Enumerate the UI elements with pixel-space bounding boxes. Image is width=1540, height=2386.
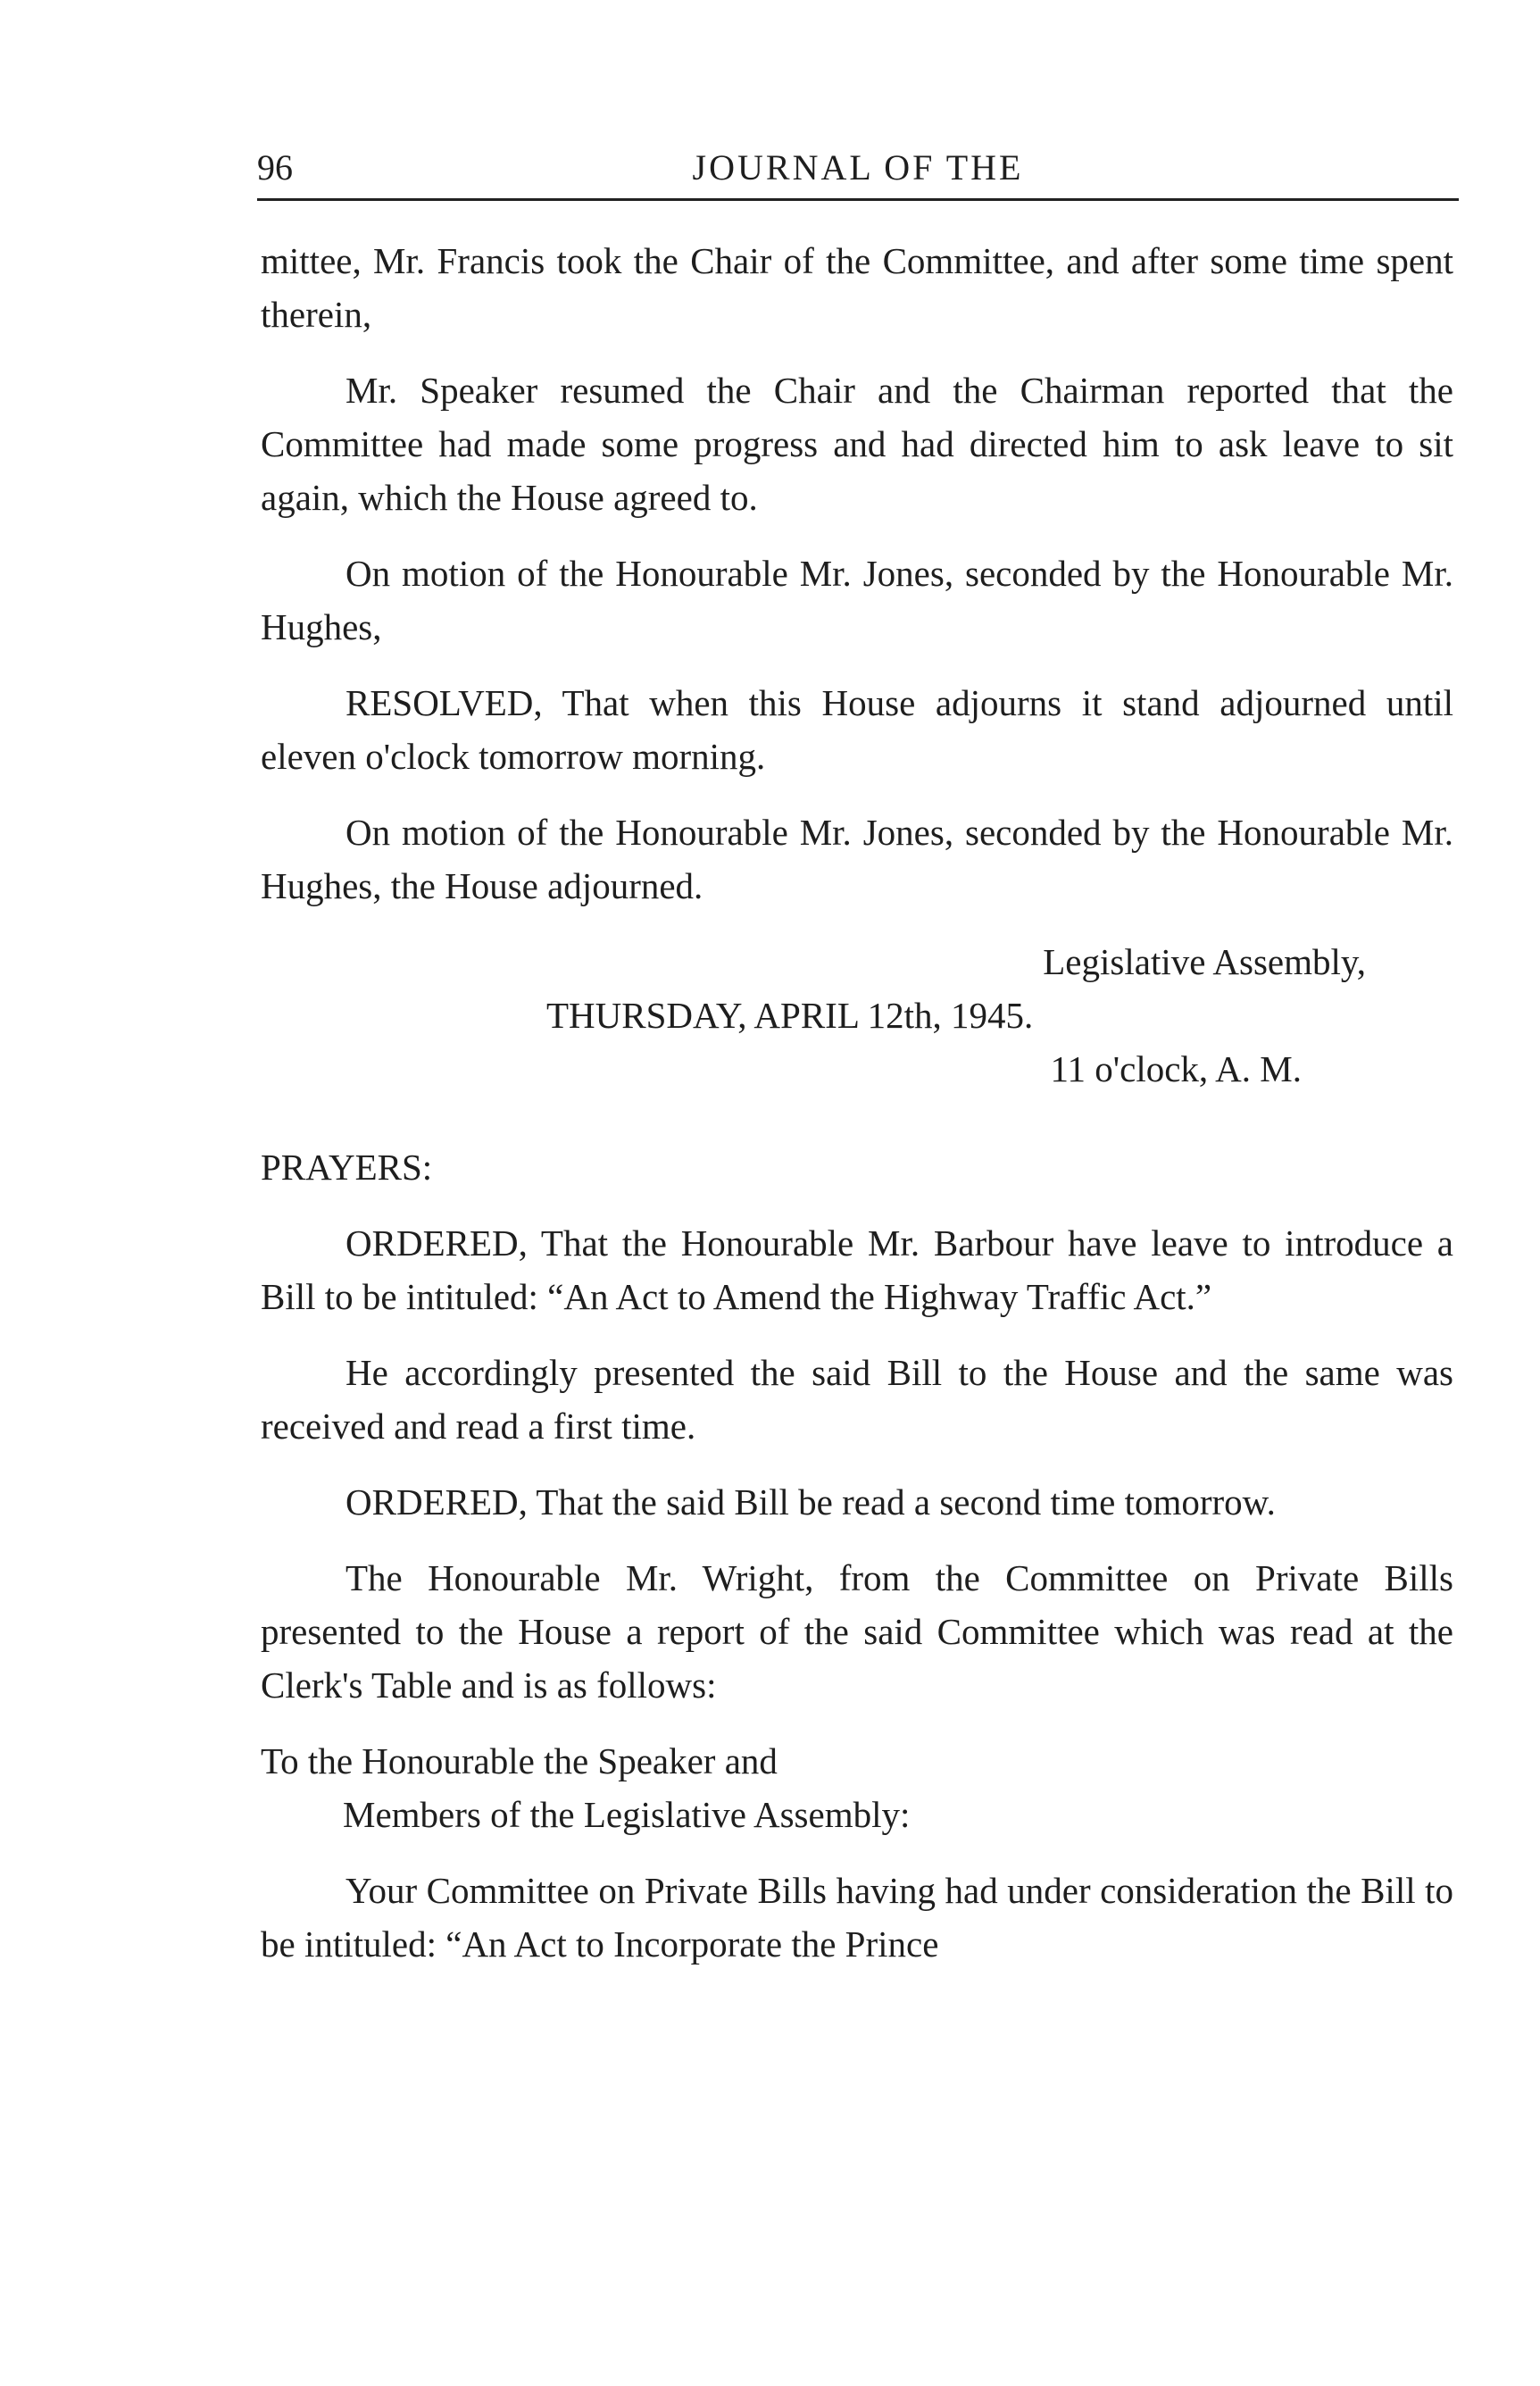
dateline-place: Legislative Assembly, — [1043, 941, 1366, 982]
paragraph-resolved: RESOLVED, That when this House adjourns it stand adjourned until eleven o'clock tomorrow morning. — [261, 682, 1453, 777]
address-line-1: To the Honourable the Speaker and — [261, 1740, 778, 1781]
prayers-heading: PRAYERS: — [261, 1147, 433, 1188]
paragraph-committee-report: Your Committee on Private Bills having had under consideration the Bill to be intituled: “An Act to Incorporate the Prince — [261, 1870, 1453, 1965]
paragraph-speaker-resumed: Mr. Speaker resumed the Chair and the Chairman reported that the Committee had made some progress and had directed him to ask leave to sit again, which the House agreed to. — [261, 370, 1453, 518]
journal-body — [261, 234, 1453, 1993]
paragraph-ordered-second-reading: ORDERED, That the said Bill be read a second time tomorrow. — [345, 1481, 1276, 1523]
paragraph-committee-continued: mittee, Mr. Francis took the Chair of the Committee, and after some time spent therein, — [261, 240, 1453, 335]
sitting-dateline — [261, 935, 1453, 1096]
paragraph-house-adjourned: On motion of the Honourable Mr. Jones, seconded by the Honourable Mr. Hughes, the House adjourned. — [261, 812, 1453, 906]
dateline-time: 11 o'clock, A. M. — [1050, 1048, 1302, 1089]
address-line-2: Members of the Legislative Assembly: — [343, 1794, 911, 1835]
paragraph-motion-adjourn: On motion of the Honourable Mr. Jones, seconded by the Honourable Mr. Hughes, — [261, 553, 1453, 647]
paragraph-bill-presented: He accordingly presented the said Bill to the House and the same was received and read a first time. — [261, 1352, 1453, 1447]
paragraph-ordered-barbour: ORDERED, That the Honourable Mr. Barbour have leave to introduce a Bill to be intituled: “An Act to Amend the Highway Traffic Act.” — [261, 1222, 1453, 1317]
report-address — [261, 1734, 1453, 1841]
running-head: JOURNAL OF THE — [692, 147, 1024, 188]
dateline-date: THURSDAY, APRIL 12th, 1945. — [546, 995, 1034, 1036]
paragraph-wright-report: The Honourable Mr. Wright, from the Committee on Private Bills presented to the House a report of the said Committee which was read at the Clerk's Table and is as follows: — [261, 1557, 1453, 1706]
page-number: 96 — [257, 147, 293, 188]
page-header — [257, 143, 1459, 201]
